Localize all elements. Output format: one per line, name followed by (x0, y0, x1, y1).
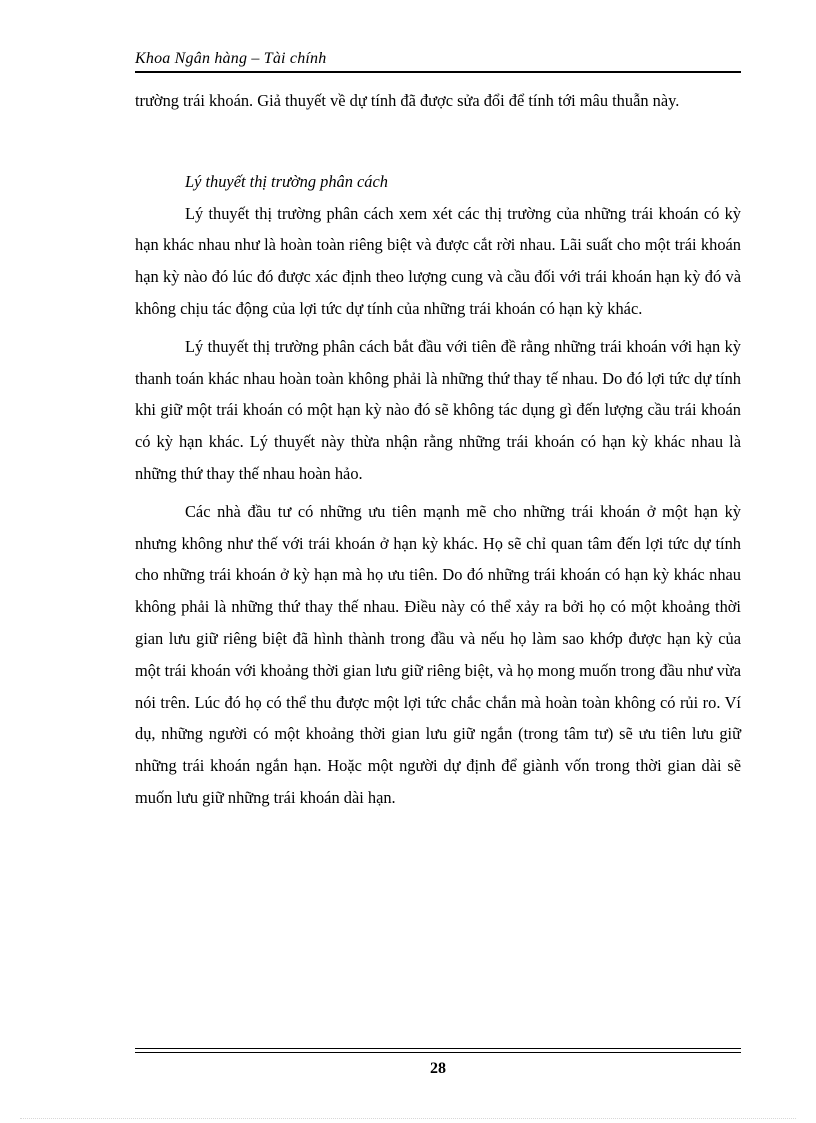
page-edge-dotted-line (20, 1118, 796, 1119)
paragraph-1: Lý thuyết thị trường phân cách xem xét các thị trường của những trái khoán có kỳ hạn khác nhau như là hoàn toàn riêng biệt và được cắt rời nhau. Lãi suất cho một trái khoán hạn kỳ nào đó lúc đó được xác định theo lượng cung và cầu đối với trái khoán hạn kỳ đó và không chịu tác động của lợi tức dự tính của những trái khoán có hạn kỳ khác. (135, 203, 741, 318)
paragraph-2: Lý thuyết thị trường phân cách bắt đầu với tiên đề rằng những trái khoán với hạn kỳ thanh toán khác nhau hoàn toàn không phải là những thứ thay tế nhau. Do đó lợi tức dự tính khi giữ một trái khoán có một hạn kỳ nào đó sẽ không tác dụng gì đến lượng cầu trái khoán có kỳ hạn khác. Lý thuyết này thừa nhận rằng những trái khoán có hạn kỳ khác nhau là những thứ thay thế nhau hoàn hảo. (135, 336, 741, 483)
footer-rule-top (135, 1048, 741, 1049)
footer-rule-bottom (135, 1052, 741, 1053)
paragraph-3: Các nhà đầu tư có những ưu tiên mạnh mẽ cho những trái khoán ở một hạn kỳ nhưng không như thế với trái khoán ở hạn kỳ khác. Họ sẽ chỉ quan tâm đến lợi tức dự tính cho những trái khoán ở kỳ hạn mà họ ưu tiên. Do đó những trái khoán có hạn kỳ khác nhau không phải là những thứ thay thế nhau. Điều này có thể xảy ra bởi họ có một khoảng thời gian lưu giữ riêng biệt đã hình thành trong đầu và nếu họ làm sao khớp được hạn kỳ của một trái khoán với khoảng thời gian lưu giữ riêng biệt, và họ mong muốn trong đầu như vừa nói trên. Lúc đó họ có thể thu được một lợi tức chắc chắn mà hoàn toàn không có rủi ro. Ví dụ, những người có một khoảng thời gian lưu giữ ngắn (trong tâm tư) sẽ ưu tiên lưu giữ những trái khoán ngắn hạn. Hoặc một người dự định để giành vốn trong thời gian dài sẽ muốn lưu giữ những trái khoán dài hạn. (135, 501, 741, 807)
document-body (135, 85, 741, 814)
header-rule (135, 71, 741, 73)
continued-paragraph: trường trái khoán. Giả thuyết về dự tính đã được sửa đổi để tính tới mâu thuẫn này. (135, 91, 680, 110)
section-heading: Lý thuyết thị trường phân cách (185, 171, 388, 191)
page-number: 28 (430, 1060, 446, 1077)
header-department-title: Khoa Ngân hàng – Tài chính (135, 50, 327, 67)
